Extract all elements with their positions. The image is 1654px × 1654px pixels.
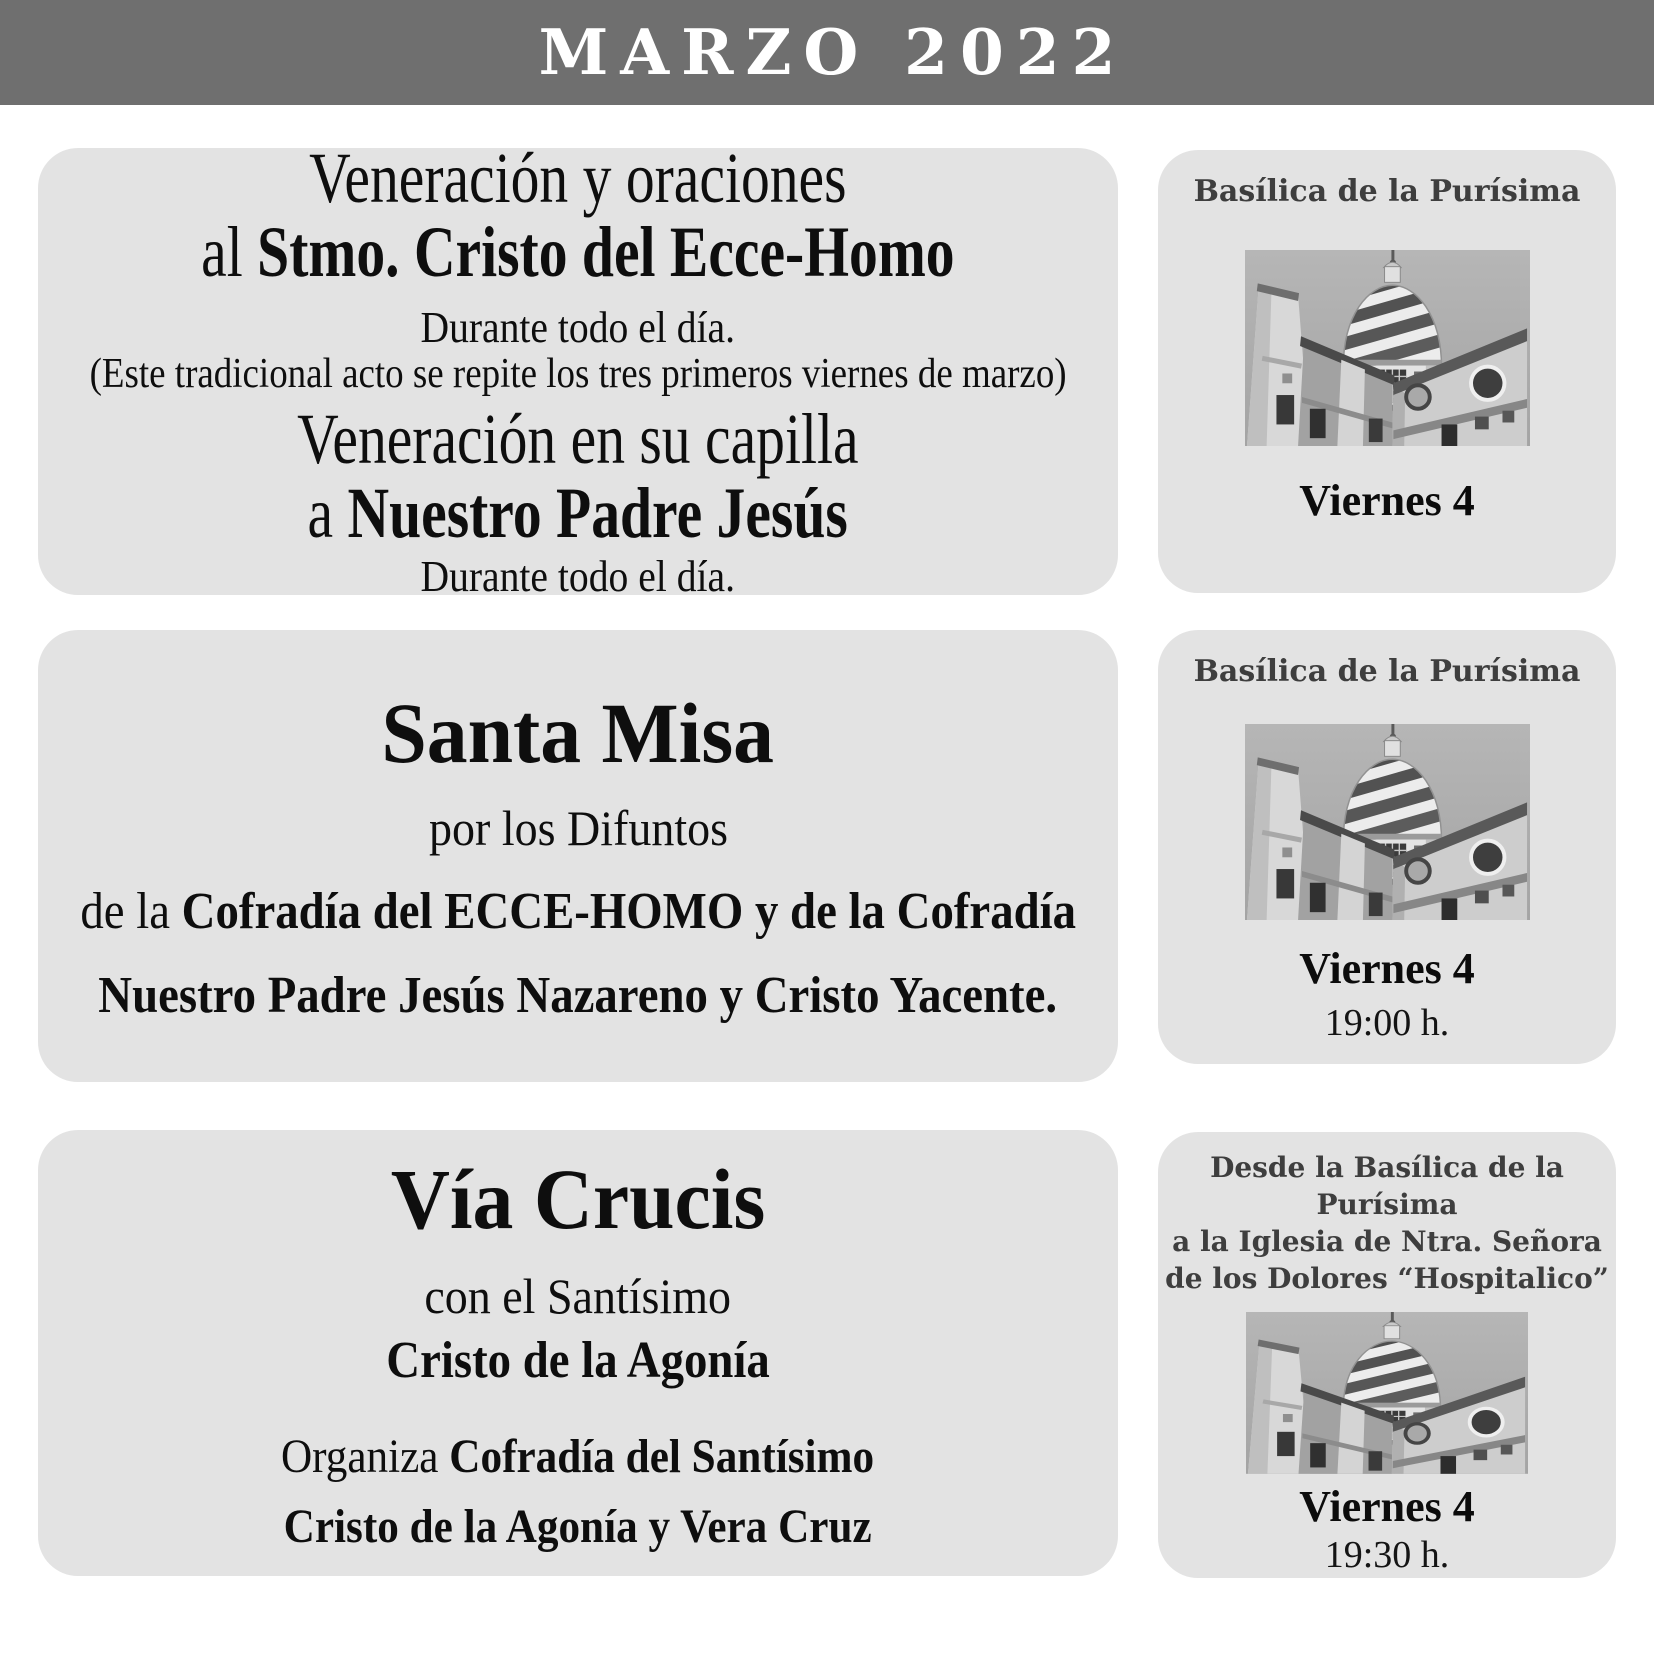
event-card-via-crucis [38, 1130, 1118, 1576]
location-title: Basílica de la Purísima [1193, 174, 1581, 209]
event-title: Santa Misa [381, 685, 775, 782]
event-text-line: Veneración y oraciones [309, 138, 847, 219]
event-text-line: Nuestro Padre Jesús Nazareno y Cristo Yacente. [98, 966, 1058, 1024]
event-text-line: Organiza Cofradía del Santísimo [281, 1430, 875, 1484]
page-title: MARZO 2022 [538, 15, 1128, 89]
event-text-line: (Este tradicional acto se repite los tres primeros viernes de marzo) [89, 350, 1067, 397]
location-card-1 [1158, 150, 1616, 593]
event-date: Viernes 4 [1299, 475, 1475, 525]
location-card-2 [1158, 630, 1616, 1064]
event-text-line: de la Cofradía del ECCE-HOMO y de la Cofradía [80, 883, 1076, 940]
event-text-line: Cristo de la Agonía [386, 1331, 770, 1389]
header-bar [0, 0, 1654, 105]
event-time: 19:00 h. [1324, 1002, 1450, 1045]
event-date: Viernes 4 [1299, 943, 1475, 993]
basilica-photo [1246, 1312, 1528, 1474]
event-time: 19:30 h. [1324, 1534, 1450, 1577]
basilica-photo [1245, 250, 1530, 446]
location-title: Desde la Basílica de la Purísima a la Iglesia de Ntra. Señora de los Dolores “Hospitalico” [1165, 1151, 1609, 1295]
event-text-line: con el Santísimo [424, 1267, 732, 1324]
basilica-photo [1245, 724, 1530, 920]
event-text-line: Veneración en su capilla [297, 399, 859, 480]
event-text-line: Durante todo el día. [420, 303, 736, 353]
location-card-3 [1158, 1132, 1616, 1578]
event-card-veneracion [38, 138, 1118, 602]
event-text-line: a Nuestro Padre Jesús [307, 472, 849, 553]
event-text-line: Cristo de la Agonía y Vera Cruz [283, 1499, 872, 1553]
event-text-line: por los Difuntos [428, 800, 728, 856]
event-text-line: al Stmo. Cristo del Ecce-Homo [201, 211, 955, 292]
event-text-line: Durante todo el día. [420, 552, 736, 602]
event-date: Viernes 4 [1299, 1481, 1475, 1531]
event-title: Vía Crucis [390, 1151, 766, 1248]
location-title: Basílica de la Purísima [1193, 654, 1581, 689]
event-card-santa-misa [38, 630, 1118, 1082]
